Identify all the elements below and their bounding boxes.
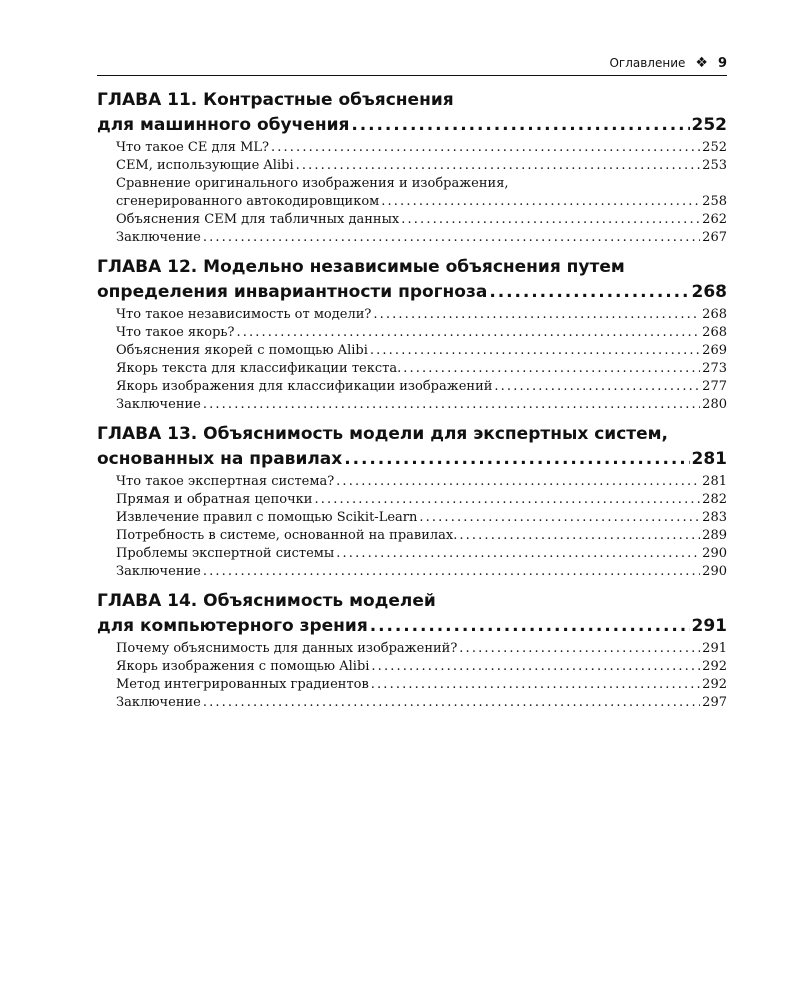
chapter-title-row[interactable] [97, 447, 727, 472]
dot-leader [370, 614, 690, 639]
toc-chapter [97, 589, 727, 712]
toc-entry-label: Метод интегрированных градиентов [116, 677, 369, 692]
chapter-title-row[interactable] [97, 614, 727, 639]
toc-entry-page: 282 [702, 492, 727, 507]
dot-leader [203, 694, 700, 712]
toc-entry-page: 277 [702, 379, 727, 394]
toc-entry-page: 292 [702, 677, 727, 692]
toc-entry-page: 253 [702, 158, 727, 173]
dot-leader [373, 306, 700, 324]
chapter-title-continued: определения инвариантности прогноза [97, 282, 488, 302]
toc-entry-page: 262 [702, 212, 727, 227]
dot-leader [381, 193, 700, 211]
dot-leader [419, 509, 700, 527]
toc-chapter [97, 422, 727, 581]
dot-leader [236, 324, 700, 342]
table-of-contents [97, 88, 727, 720]
toc-entry[interactable] [97, 640, 727, 658]
toc-entry[interactable] [97, 306, 727, 324]
chapter-title-row[interactable] [97, 280, 727, 305]
toc-entry[interactable] [97, 491, 727, 509]
toc-entry-label: Что такое экспертная система? [116, 474, 335, 489]
toc-entry-page: 258 [702, 194, 727, 209]
dot-leader [371, 658, 700, 676]
toc-entry[interactable] [97, 229, 727, 247]
toc-entry[interactable] [97, 175, 727, 211]
dot-leader [494, 378, 700, 396]
toc-entry-label-line2-row [116, 193, 727, 211]
dot-leader [336, 473, 700, 491]
dot-leader [314, 491, 700, 509]
toc-entry-label: CEM, использующие Alibi [116, 158, 294, 173]
toc-chapter [97, 255, 727, 414]
running-header-section: Оглавление [609, 56, 686, 70]
dot-leader [403, 360, 700, 378]
toc-entry[interactable] [97, 563, 727, 581]
toc-entry-label: Заключение [116, 695, 201, 710]
toc-entry-page: 267 [702, 230, 727, 245]
toc-entry-page: 252 [702, 140, 727, 155]
toc-entry-label: Якорь изображения с помощью Alibi [116, 659, 370, 674]
chapter-title-continued: для машинного обучения [97, 115, 350, 135]
dot-leader [371, 676, 700, 694]
chapter-entries [97, 473, 727, 581]
toc-entry-label: Что такое якорь? [116, 325, 235, 340]
chapter-title: ГЛАВА 12. Модельно независимые объяснения путем [97, 257, 625, 277]
dot-leader [401, 211, 700, 229]
toc-entry-page: 292 [702, 659, 727, 674]
running-header-page-number: 9 [717, 55, 727, 71]
toc-entry-page: 297 [702, 695, 727, 710]
chapter-title-continued: основанных на правилах [97, 449, 343, 469]
toc-entry-label: Якорь изображения для классификации изображений [116, 379, 493, 394]
toc-entry-page: 273 [702, 361, 727, 376]
toc-entry[interactable] [97, 157, 727, 175]
dot-leader [344, 447, 689, 472]
toc-entry-page: 283 [702, 510, 727, 525]
toc-entry-page: 290 [702, 546, 727, 561]
ornament-icon: ❖ [695, 55, 708, 71]
dot-leader [459, 640, 700, 658]
chapter-entries [97, 640, 727, 712]
dot-leader [271, 139, 700, 157]
chapter-title: ГЛАВА 14. Объяснимость моделей [97, 591, 436, 611]
toc-entry-label: Якорь текста для классификации текста. [116, 361, 402, 376]
toc-entry-label: Что такое независимость от модели? [116, 307, 372, 322]
dot-leader [351, 113, 689, 138]
toc-entry-label-line1: Сравнение оригинального изображения и изображения, [116, 176, 509, 191]
toc-entry-label: Прямая и обратная цепочки [116, 492, 313, 507]
toc-entry-label: Почему объяснимость для данных изображений? [116, 641, 458, 656]
chapter-title: ГЛАВА 11. Контрастные объяснения [97, 90, 454, 110]
toc-entry[interactable] [97, 676, 727, 694]
dot-leader [370, 342, 700, 360]
toc-entry-page: 280 [702, 397, 727, 412]
toc-entry-label: Объяснения якорей с помощью Alibi [116, 343, 368, 358]
toc-entry-page: 268 [702, 325, 727, 340]
toc-entry-page: 291 [702, 641, 727, 656]
toc-entry[interactable] [97, 694, 727, 712]
toc-entry[interactable] [97, 342, 727, 360]
dot-leader [336, 545, 700, 563]
toc-entry[interactable] [97, 139, 727, 157]
toc-entry[interactable] [97, 360, 727, 378]
toc-entry-page: 281 [702, 474, 727, 489]
dot-leader [203, 396, 700, 414]
toc-entry[interactable] [97, 509, 727, 527]
toc-entry-label: Что такое CE для ML? [116, 140, 269, 155]
chapter-page-number: 268 [691, 282, 727, 302]
toc-entry-label: Заключение [116, 564, 201, 579]
toc-entry[interactable] [97, 378, 727, 396]
chapter-page-number: 291 [691, 616, 727, 636]
chapter-page-number: 252 [691, 115, 727, 135]
chapter-page-number: 281 [691, 449, 727, 469]
toc-entry-label: сгенерированного автокодировщиком [116, 194, 380, 209]
toc-entry-label: Извлечение правил с помощью Scikit-Learn [116, 510, 418, 525]
toc-entry[interactable] [97, 324, 727, 342]
running-header [97, 52, 727, 74]
chapter-title-row[interactable] [97, 113, 727, 138]
dot-leader [203, 563, 700, 581]
chapter-title: ГЛАВА 13. Объяснимость модели для экспертных систем, [97, 424, 669, 444]
toc-chapter [97, 88, 727, 247]
dot-leader [489, 280, 689, 305]
toc-entry-page: 290 [702, 564, 727, 579]
toc-entry[interactable] [97, 396, 727, 414]
dot-leader [459, 527, 700, 545]
dot-leader [203, 229, 700, 247]
toc-entry[interactable] [97, 658, 727, 676]
toc-entry-page: 268 [702, 307, 727, 322]
toc-entry-page: 289 [702, 528, 727, 543]
header-rule [97, 75, 727, 76]
toc-entry-label: Объяснения CEM для табличных данных [116, 212, 400, 227]
dot-leader [296, 157, 701, 175]
toc-entry-page: 269 [702, 343, 727, 358]
toc-entry[interactable] [97, 211, 727, 229]
toc-entry-label: Заключение [116, 397, 201, 412]
toc-entry[interactable] [97, 473, 727, 491]
toc-entry[interactable] [97, 527, 727, 545]
chapter-entries [97, 139, 727, 247]
toc-entry[interactable] [97, 545, 727, 563]
chapter-entries [97, 306, 727, 414]
toc-entry-label: Проблемы экспертной системы [116, 546, 335, 561]
toc-entry-label: Потребность в системе, основанной на правилах. [116, 528, 458, 543]
chapter-title-continued: для компьютерного зрения [97, 616, 368, 636]
toc-entry-label: Заключение [116, 230, 201, 245]
